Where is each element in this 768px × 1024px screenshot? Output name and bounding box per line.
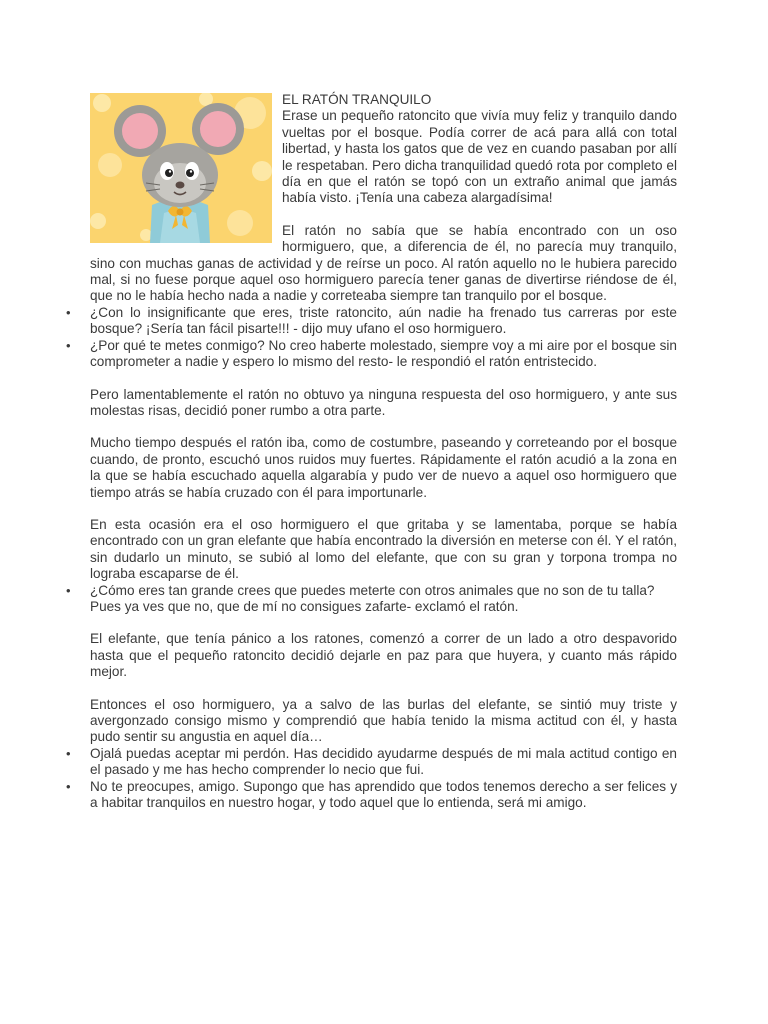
bullet-icon: • [66, 778, 71, 794]
bullet-icon: • [66, 304, 71, 320]
list-item [66, 745, 677, 779]
intro-paragraph-2: El ratón no sabía que se había encontrado con un oso hormiguero, que, a diferencia de él, no parecía muy tranquilo, sino con muchas ganas de actividad y de reírse un poco. Al ratón aquello no le hubiera parecido mal, si no fuese porque aquel oso hormiguero parecía tener ganas de divertirse riéndose de él, que no le había hecho nada a nadie y correteaba siempre tan tranquilo por el bosque. [90, 222, 677, 304]
bullet-icon: • [66, 745, 71, 761]
paragraph-5: En esta ocasión era el oso hormiguero el que gritaba y se lamentaba, porque se había encontrado con un gran elefante que había encontrado la diversión en meterse con él. Y el ratón, sin dudarlo un minuto, se subió al lomo del elefante, que con su gran y torpona trompa no lograba escaparse de él. [90, 516, 677, 582]
bullet-icon: • [66, 337, 71, 353]
bullet-icon: • [66, 582, 71, 598]
dialogue-list-1 [66, 304, 677, 371]
dialogue-list-3 [66, 745, 677, 812]
dialogue-line-4: Ojalá puedas aceptar mi perdón. Has decidido ayudarme después de mi mala actitud contigo en el pasado y me has hecho comprender lo necio que fui. [90, 745, 677, 778]
paragraph-3: Pero lamentablemente el ratón no obtuvo ya ninguna respuesta del oso hormiguero, y ante sus molestas risas, decidió poner rumbo a otra parte. [90, 386, 677, 418]
paragraph-6: El elefante, que tenía pánico a los ratones, comenzó a correr de un lado a otro despavorido hasta que el pequeño ratoncito decidió dejarle en paz para que huyera, y cuanto más rápido mejor. [90, 631, 677, 680]
story-text [66, 92, 677, 811]
intro-paragraph-1: Erase un pequeño ratoncito que vivía muy feliz y tranquilo dando vueltas por el bosque. Podía correr de acá para allá con total libertad, y hasta los gatos que de vez en cuando pasaban por allí le respetaban. Pero dicha tranquilidad quedó rota por completo el día en que el ratón se topó con un extraño animal que jamás había visto. ¡Tenía una cabeza alargadísima! [282, 108, 677, 206]
dialogue-line-2: ¿Por qué te metes conmigo? No creo haberte molestado, siempre voy a mi aire por el bosque sin comprometer a nadie y espero lo mismo del resto- le respondió el ratón entristecido. [90, 337, 677, 370]
paragraph-7: Entonces el oso hormiguero, ya a salvo de las burlas del elefante, se sintió muy triste y avergonzado consigo mismo y comprendió que había tenido la misma actitud con él, y hasta pudo sentir su angustia en aquel día… [90, 696, 677, 745]
story-title: EL RATÓN TRANQUILO [282, 92, 432, 107]
dialogue-line-3a: ¿Cómo eres tan grande crees que puedes meterte con otros animales que no son de tu talla? [90, 582, 655, 598]
dialogue-line-3b: Pues ya ves que no, que de mí no consigues zafarte- exclamó el ratón. [90, 598, 519, 614]
dialogue-line-1: ¿Con lo insignificante que eres, triste ratoncito, aún nadie ha frenado tus carreras por este bosque? ¡Sería tan fácil pisarte!!! - dijo muy ufano el oso hormiguero. [90, 304, 677, 337]
paragraph-4: Mucho tiempo después el ratón iba, como de costumbre, paseando y correteando por el bosque cuando, de pronto, escuchó unos ruidos muy fuertes. Rápidamente el ratón acudió a la zona en la que se había escuchado aquella algarabía y pudo ver de nuevo a aquel oso hormiguero que tiempo atrás se había cruzado con él para importunarle. [90, 435, 677, 500]
list-item [66, 582, 677, 616]
dialogue-list-2 [66, 582, 677, 616]
list-item [66, 337, 677, 371]
dialogue-line-5: No te preocupes, amigo. Supongo que has aprendido que todos tenemos derecho a ser felices y a habitar tranquilos en nuestro hogar, y todo aquel que lo entienda, será mi amigo. [90, 778, 677, 811]
list-item [66, 778, 677, 812]
list-item [66, 304, 677, 338]
